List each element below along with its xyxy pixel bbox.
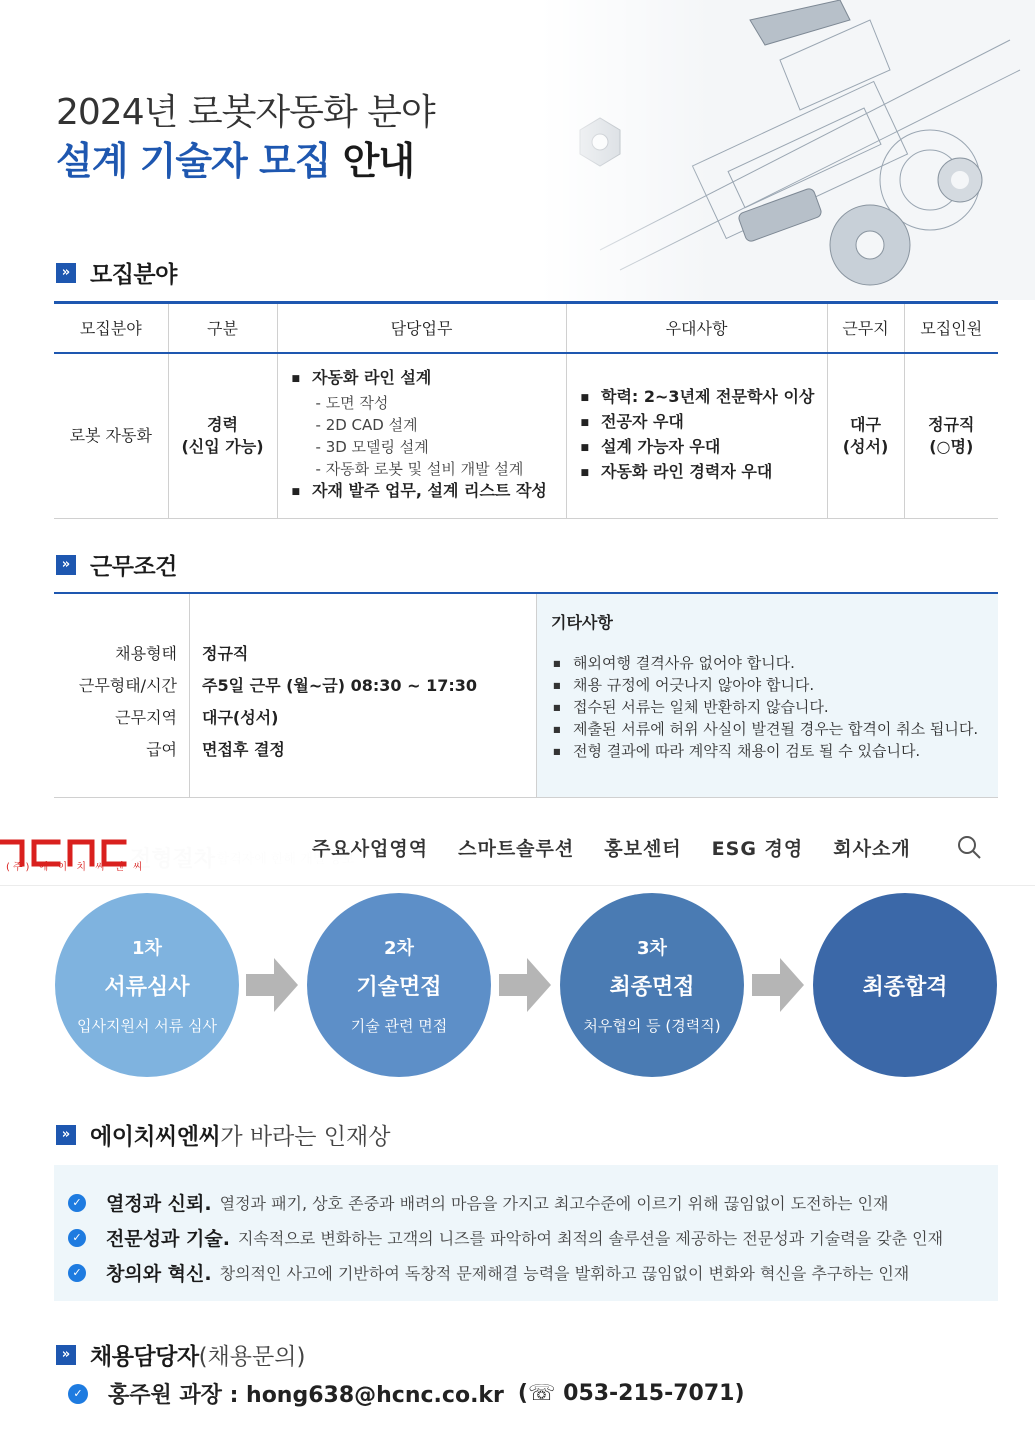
nav-item-esg[interactable]: ESG 경영 [711,838,804,860]
process-step-desc: 처우협의 등 (경력직) [583,1017,721,1035]
check-icon: ✓ [68,1194,86,1212]
process-step-name: 최종합격 [862,974,948,1000]
hero-illustration [540,0,1035,300]
condition-label: 급여 [146,740,177,759]
talent-title: 창의와 혁신. [106,1263,212,1285]
header-cell: 근무지 [827,303,904,353]
section-marker-icon: » [56,1125,76,1145]
duties-cell [277,353,566,519]
section-conditions [56,548,177,581]
main-nav [312,834,911,861]
etc-title: 기타사항 [551,613,613,632]
preferences-cell [566,353,827,519]
section-title-bold: 채용담당자 [90,1344,199,1370]
header-cell: 모집분야 [54,303,168,353]
logo-subtitle: (주) 에 이 치 씨 엔 씨 [6,862,146,873]
etc-item: ■ 채용 규정에 어긋나지 않아야 합니다. [551,675,984,696]
section-title-light: 가 바라는 인재상 [220,1124,391,1150]
process-step-desc: 입사지원서 서류 심사 [77,1017,217,1035]
arrow-right-icon [752,958,804,1012]
field-cell: 로봇 자동화 [54,353,168,519]
preference-item: ■ 전공자 우대 [581,411,827,436]
duty-sub: - 3D 모델링 설계 [292,436,566,458]
process-step-name: 최종면접 [609,975,695,1000]
process-step-label: 3차 [637,938,667,959]
duty-main: ■ 자동화 라인 설계 [292,367,566,392]
talent-desc: 열정과 패기, 상호 존중과 배려의 마음을 가지고 최고수준에 이르기 위해 끊임없이 도전하는 인재 [219,1194,889,1213]
talent-title: 전문성과 기술. [106,1228,230,1250]
duty-main: ■ 자재 발주 업무, 설계 리스트 작성 [292,480,566,505]
talent-row [68,1220,998,1255]
type-cell [168,353,277,519]
condition-value: 면접후 결정 [202,740,285,759]
nav-item-about[interactable]: 회사소개 [833,838,911,860]
table-row [54,353,998,519]
check-icon: ✓ [68,1264,86,1282]
preference-item: ■ 자동화 라인 경력자 우대 [581,461,827,486]
site-navbar [0,810,1035,886]
arrow-right-icon [246,958,298,1012]
type-line2: (신입 가능) [181,436,264,456]
nav-item-smart-solution[interactable]: 스마트솔루션 [458,838,575,860]
section-title: 모집분야 [90,262,177,288]
process-step-name: 서류심사 [104,975,190,1000]
contact-line [68,1378,745,1409]
section-title-light: (채용문의) [198,1344,306,1370]
type-line1: 경력 [207,414,238,434]
header-cell: 담당업무 [277,303,566,353]
condition-value: 정규직 [202,644,249,663]
condition-values [190,594,536,797]
process-step-1 [55,893,239,1077]
etc-item: ■ 접수된 서류는 일체 반환하지 않습니다. [551,697,984,718]
process-step-3 [560,893,744,1077]
arrow-right-icon [499,958,551,1012]
nav-item-pr-center[interactable]: 홍보센터 [604,838,682,860]
process-step-desc: 기술 관련 면접 [350,1017,448,1035]
process-step-label: 2차 [384,938,414,959]
talent-row [68,1255,998,1290]
contact-name-email[interactable]: 홍주원 과장 : hong638@hcnc.co.kr [108,1383,504,1408]
headcount-cell [904,353,998,519]
process-step-final [813,893,997,1077]
process-step-2 [307,893,491,1077]
check-icon: ✓ [68,1384,88,1404]
talent-desc: 창의적인 사고에 기반하여 독창적 문제해결 능력을 발휘하고 끊임없이 변화와 혁신을 추구하는 인재 [219,1264,910,1283]
section-title: 근무조건 [90,554,177,580]
section-marker-icon: » [56,555,76,575]
preference-item: ■ 설계 가능자 우대 [581,436,827,461]
location-line2: (성서) [842,436,889,456]
etc-item: ■ 제출된 서류에 허위 사실이 발견될 경우는 합격이 취소 됩니다. [551,719,984,740]
section-title-bold: 에이치씨엔씨 [90,1124,221,1150]
duty-sub: - 2D CAD 설계 [292,414,566,436]
preference-item: ■ 학력: 2~3년제 전문학사 이상 [581,386,827,411]
conditions-table [54,592,998,798]
etc-item: ■ 전형 결과에 따라 계약직 채용이 검토 될 수 있습니다. [551,741,984,762]
section-talent [56,1118,390,1151]
table-header-row [54,303,998,353]
condition-label: 채용형태 [115,644,177,663]
title-dark: 안내 [342,139,415,183]
section-contact [56,1338,305,1371]
process-step-name: 기술면접 [356,975,442,1000]
condition-label: 근무지역 [115,708,177,727]
condition-value: 대구(성서) [202,708,279,727]
etc-item: ■ 해외여행 결격사유 없어야 합니다. [551,653,984,674]
talent-title: 열정과 신뢰. [106,1193,212,1215]
header-cell: 우대사항 [566,303,827,353]
condition-label: 근무형태/시간 [78,676,177,695]
header-cell: 구분 [168,303,277,353]
location-cell [827,353,904,519]
duty-sub: - 자동화 로봇 및 설비 개발 설계 [292,458,566,480]
title-blue: 설계 기술자 모집 [56,139,331,183]
page-title [56,130,414,185]
talent-row [68,1185,998,1220]
section-marker-icon: » [56,263,76,283]
section-recruit [56,256,177,289]
condition-value: 주5일 근무 (월~금) 08:30 ~ 17:30 [202,676,478,695]
headcount-line2: (○명) [929,436,974,456]
search-icon[interactable] [956,834,982,860]
nav-item-business[interactable]: 주요사업영역 [312,838,429,860]
contact-phone[interactable]: (☏ 053-215-7071) [517,1381,745,1406]
header-cell: 모집인원 [904,303,998,353]
etc-panel [536,594,998,797]
talent-desc: 지속적으로 변화하는 고객의 니즈를 파악하여 최적의 솔루션을 제공하는 전문성과 기술력을 갖춘 인재 [237,1229,944,1248]
process-step-label: 1차 [132,938,162,959]
recruit-table [54,301,998,519]
check-icon: ✓ [68,1229,86,1247]
duty-sub: - 도면 작성 [292,392,566,414]
condition-labels [54,594,190,797]
section-marker-icon: » [56,1345,76,1365]
headcount-line1: 정규직 [928,414,975,434]
talent-panel [54,1165,998,1301]
title-line1: 2024년 로봇자동화 분야 [56,92,435,133]
location-line1: 대구 [850,414,881,434]
